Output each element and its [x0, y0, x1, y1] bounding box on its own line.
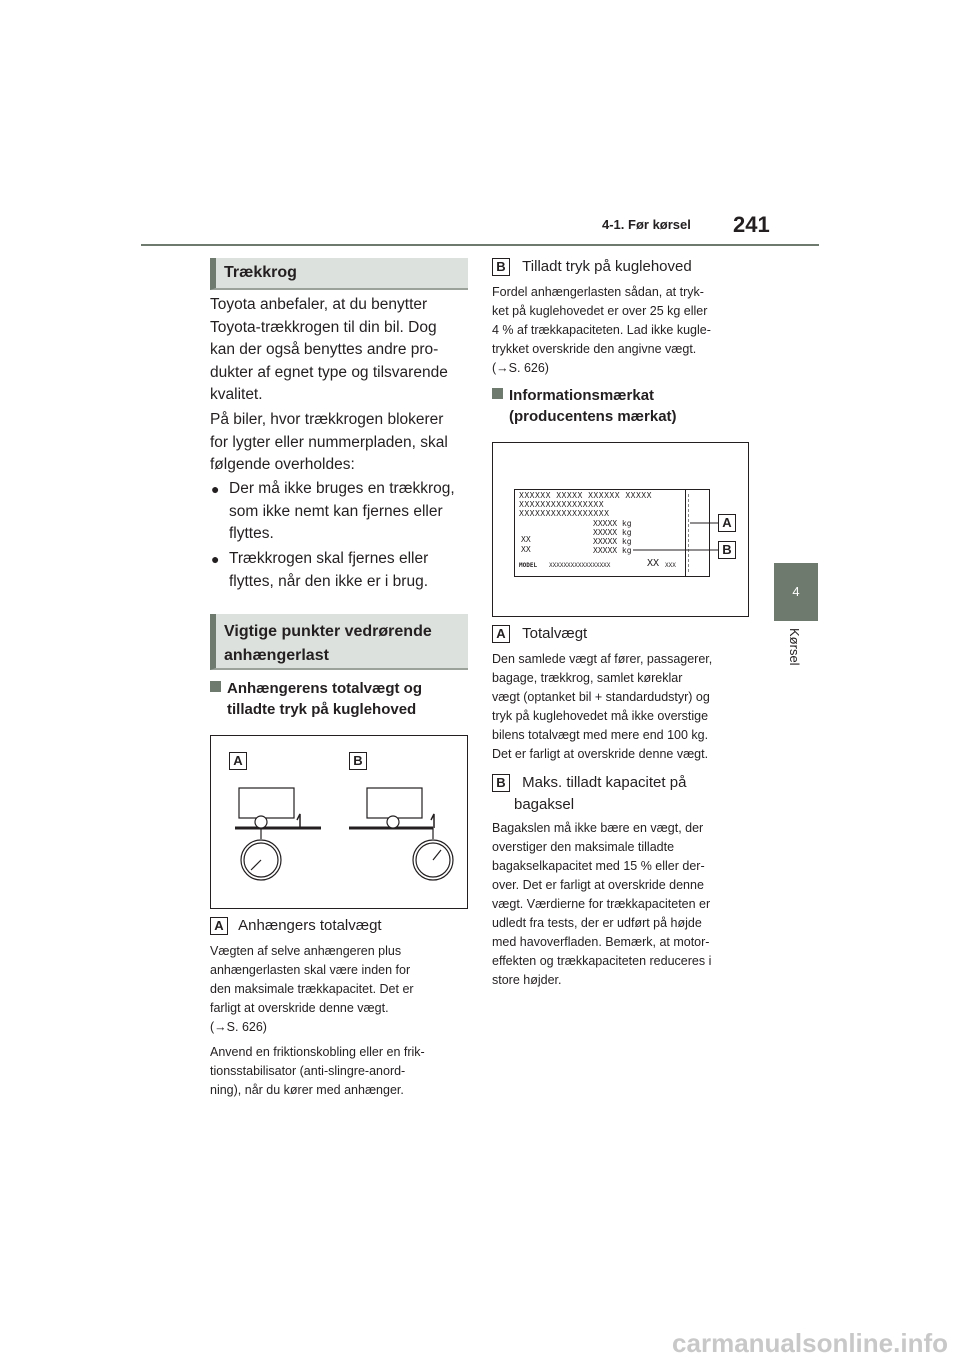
- text-line: bilens totalvægt med mere end 100 kg.: [492, 728, 709, 742]
- text-line: tryk på kuglehovedet må ikke overstige: [492, 709, 709, 723]
- label-b-box: B: [492, 258, 510, 276]
- heading-vigtige-punkter: [210, 614, 468, 670]
- trailer-weight-figure: [210, 735, 468, 909]
- total-title-row: [492, 625, 754, 643]
- heading-line: Vigtige punkter vedrørende: [224, 623, 432, 640]
- axle-title-row: [492, 772, 754, 816]
- item-a-title-row: [210, 917, 472, 935]
- label-b-box: B: [492, 774, 510, 792]
- square-bullet-icon: [210, 681, 221, 692]
- text-line: Trækkrogen skal fjernes eller: [229, 550, 429, 567]
- text-line: den maksimale trækkapacitet. Det er: [210, 982, 414, 996]
- text-line: Den samlede vægt af fører, passagerer,: [492, 652, 713, 666]
- text-line: Der må ikke bruges en trækkrog,: [229, 480, 455, 497]
- label-kg-1: XXXXX kg: [593, 519, 632, 528]
- text-line: trykket overskride den angivne vægt.: [492, 342, 697, 356]
- text-line: udledt fra tests, der er udført på højde: [492, 916, 702, 930]
- figure-label-b: B: [349, 752, 367, 770]
- square-bullet-icon: [492, 388, 503, 399]
- chapter-label: Kørsel: [787, 628, 802, 666]
- heading-line: anhængerlast: [224, 647, 329, 664]
- axle-title-2: bagaksel: [514, 796, 575, 813]
- label-row-1: XXXXXX XXXXX XXXXXX XXXXX: [519, 491, 652, 500]
- text-line: Bagakslen må ikke bære en vægt, der: [492, 821, 704, 835]
- label-model: MODEL: [519, 562, 538, 569]
- text-line: Informationsmærkat: [509, 387, 655, 404]
- callout-label-a: A: [718, 514, 736, 532]
- item-a-text: [210, 942, 472, 1037]
- label-a-box: A: [492, 625, 510, 643]
- page-number: 241: [733, 212, 770, 237]
- trailer-scales-illustration: [211, 736, 467, 908]
- subheading-anhaenger: [210, 678, 472, 720]
- callout-label-b: B: [718, 541, 736, 559]
- text-line: flyttes, når den ikke er i brug.: [229, 572, 429, 590]
- watermark-text: carmanualsonline.info: [672, 1328, 948, 1358]
- text-line: flyttes.: [229, 525, 274, 542]
- axle-text: [492, 819, 754, 990]
- text-line: vægt (optanket bil + standardudstyr) og: [492, 690, 710, 704]
- item-a-text-2: [210, 1043, 472, 1100]
- text-line: med havoverfladen. Bemærk, at motor-: [492, 935, 710, 949]
- text-line: bagage, trækkrog, samlet køreklar: [492, 671, 683, 685]
- text-line: kan der også benyttes andre pro-: [210, 341, 439, 358]
- text-line: På biler, hvor trækkrogen blokerer: [210, 411, 444, 428]
- page-reference: (→S. 626): [210, 1020, 267, 1034]
- text-line: Toyota anbefaler, at du benytter: [210, 296, 428, 313]
- text-line: som ikke nemt kan fjernes eller: [229, 502, 443, 520]
- text-line: store højder.: [492, 973, 562, 987]
- figure-label-a: A: [229, 752, 247, 770]
- text-line: Anvend en friktionskobling eller en frik-: [210, 1045, 425, 1059]
- text-line: vægt. Værdierne for trækkapaciteten er: [492, 897, 711, 911]
- item-b-text: [492, 283, 754, 378]
- label-xx-1: XX: [521, 535, 531, 544]
- heading-traekkrog: Trækkrog: [210, 258, 468, 290]
- text-line: Vægten af selve anhængeren plus: [210, 944, 402, 958]
- item-b-title: Tilladt tryk på kuglehoved: [522, 258, 692, 275]
- axle-title-1: Maks. tilladt kapacitet på: [522, 774, 687, 791]
- paragraph-traekkrog-1: [210, 294, 470, 407]
- section-title: 4-1. Før kørsel: [602, 217, 691, 232]
- bullet-dot-icon: ●: [211, 481, 220, 497]
- text-line: 4 % af trækkapaciteten. Lad ikke kugle-: [492, 323, 711, 337]
- label-model-value: XXXXXXXXXXXXXXXXX: [549, 562, 611, 569]
- label-xxx: XXX: [665, 562, 676, 569]
- label-row-3: XXXXXXXXXXXXXXXXX: [519, 509, 610, 518]
- text-line: over. Det er farligt at overskride denne: [492, 878, 704, 892]
- header-rule: [141, 244, 819, 246]
- text-line: dukter af egnet type og tilsvarende: [210, 363, 448, 381]
- text-line: overstiger den maksimale tilladte: [492, 840, 675, 854]
- paragraph-traekkrog-2: [210, 409, 470, 477]
- chapter-number: 4: [792, 584, 800, 599]
- callout-lines: [493, 443, 748, 616]
- bullet-item-2: [210, 548, 472, 593]
- label-row-2: XXXXXXXXXXXXXXXX: [519, 500, 605, 509]
- text-line: tionsstabilisator (anti-slingre-anord-: [210, 1064, 406, 1078]
- label-kg-2: XXXXX kg: [593, 528, 632, 537]
- label-xx-big: XX: [647, 558, 660, 569]
- text-line: (producentens mærkat): [509, 408, 677, 425]
- item-b-title-row: [492, 258, 754, 276]
- text-line: ket på kuglehovedet er over 25 kg eller: [492, 304, 708, 318]
- text-line: tilladte tryk på kuglehoved: [227, 701, 417, 718]
- text-line: følgende overholdes:: [210, 456, 355, 473]
- subheading-informationsmaerkat: [492, 385, 754, 427]
- text-line: Toyota-trækkrogen til din bil. Dog: [210, 318, 437, 336]
- label-kg-4: XXXXX kg: [593, 546, 632, 555]
- text-line: anhængerlasten skal være inden for: [210, 963, 411, 977]
- text-line: Det er farligt at overskride denne vægt.: [492, 747, 709, 761]
- bullet-item-1: [210, 478, 472, 546]
- label-a-box: A: [210, 917, 228, 935]
- chapter-tab: [774, 563, 818, 621]
- label-kg-3: XXXXX kg: [593, 537, 632, 546]
- watermark-logo: [0, 1322, 960, 1358]
- text-line: farligt at overskride denne vægt.: [210, 1001, 389, 1015]
- text-line: kvalitet.: [210, 386, 263, 403]
- text-line: effekten og trækkapaciteten reduceres i: [492, 954, 712, 968]
- text-line: bagakselkapacitet med 15 % eller der-: [492, 859, 705, 873]
- page-reference: (→S. 626): [492, 361, 549, 375]
- label-xx-2: XX: [521, 545, 531, 554]
- text-line: Fordel anhængerlasten sådan, at tryk-: [492, 285, 704, 299]
- total-text: [492, 650, 754, 764]
- text-line: Anhængerens totalvægt og: [227, 680, 423, 697]
- text-line: ning), når du kører med anhænger.: [210, 1083, 404, 1097]
- info-label-figure: [492, 442, 749, 617]
- bullet-dot-icon: ●: [211, 551, 220, 567]
- text-line: for lygter eller nummerpladen, skal: [210, 433, 448, 451]
- item-a-title: Anhængers totalvægt: [238, 917, 382, 934]
- total-title: Totalvægt: [522, 625, 588, 642]
